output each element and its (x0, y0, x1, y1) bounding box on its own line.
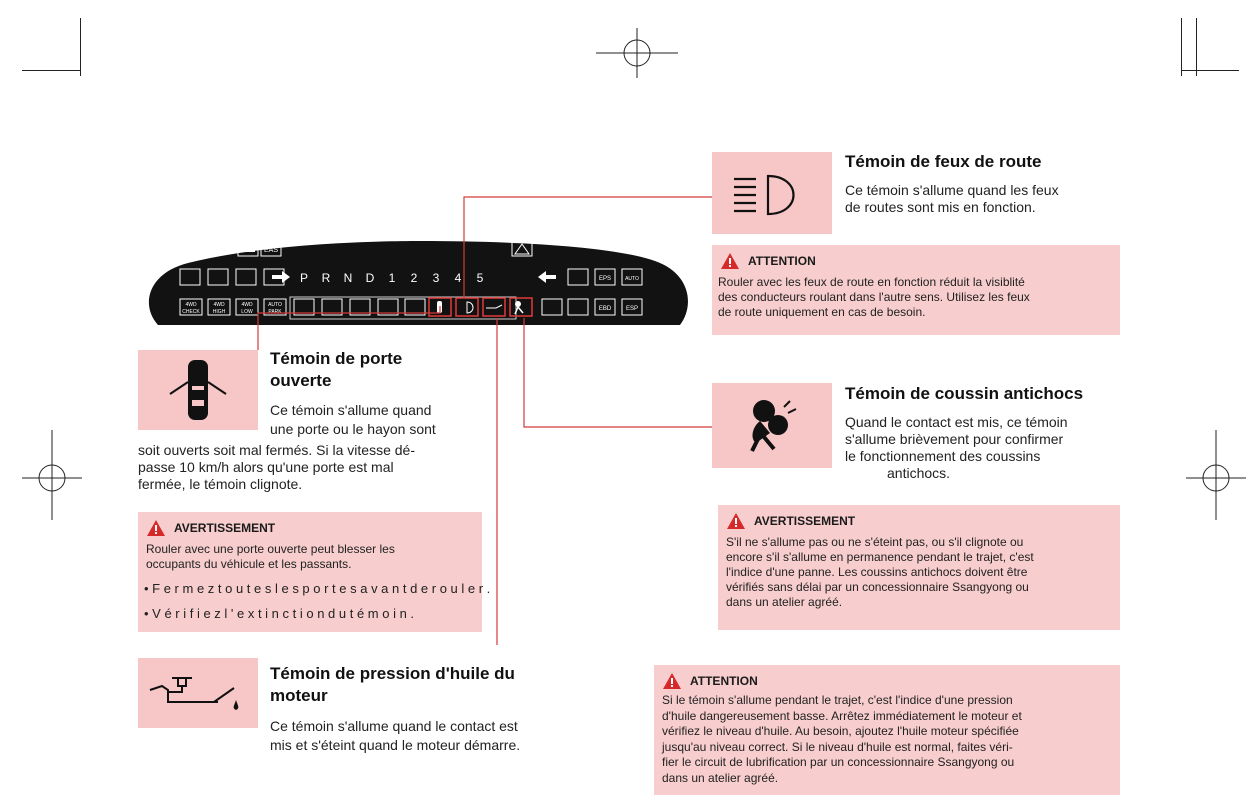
airbag-icon (712, 383, 832, 468)
warning-label: AVERTISSEMENT (754, 514, 856, 528)
attention-label: ATTENTION (690, 674, 758, 688)
door-ajar-icon (138, 350, 258, 430)
warning-text (146, 542, 395, 572)
text-line: Ce témoin s'allume quand (270, 402, 432, 418)
text-line: de route uniquement en cas de besoin. (718, 305, 926, 319)
crop-mark (1181, 18, 1182, 76)
panel-indicator-label: PARK (268, 309, 282, 315)
warning-heading (726, 512, 855, 530)
attention-label: ATTENTION (748, 254, 816, 268)
gear-letter: 5 (476, 271, 484, 285)
text-line: Si le témoin s'allume pendant le trajet, c'est l'indice d'une pression (662, 693, 1013, 707)
huile-title (270, 663, 515, 707)
text-line: Rouler avec les feux de route en fonction réduit la visiblité (718, 275, 1025, 289)
porte-title (270, 348, 402, 392)
gear-row (300, 271, 484, 285)
oil-pressure-icon (138, 658, 258, 728)
gear-letter: 1 (388, 271, 396, 285)
feux-route-body (845, 182, 1059, 216)
text-line: antichocs. (887, 465, 951, 481)
warning-triangle-icon (726, 512, 746, 530)
svg-text:AUTO: AUTO (625, 276, 639, 282)
panel-indicator-label: 4WD (185, 302, 197, 308)
gear-letter: 4 (454, 271, 462, 285)
text-line: fier le circuit de lubrification par un concessionnaire Ssangyong ou (662, 755, 1015, 769)
gear-letter: 2 (410, 271, 418, 285)
airbag-icon-box (712, 383, 832, 468)
instrument-panel (140, 235, 695, 335)
feux-route-attention (712, 245, 1120, 335)
attention-text (718, 275, 1030, 320)
warning-triangle-icon (720, 252, 740, 270)
panel-indicator-label: 4WD (213, 302, 225, 308)
text-line: S'il ne s'allume pas ou ne s'éteint pas, ou s'il clignote ou (726, 535, 1024, 549)
svg-text:EAS: EAS (263, 247, 279, 254)
svg-text:EPS: EPS (598, 276, 612, 282)
text-line: passe 10 km/h alors qu'une porte est mal (138, 459, 394, 475)
title-line: ouverte (270, 371, 332, 390)
panel-indicator-label: LOW (241, 309, 253, 315)
text-line: dans un atelier agréé. (662, 770, 779, 785)
high-beam-icon (712, 152, 832, 234)
crop-mark (1196, 18, 1197, 76)
panel-indicator-label: HIGH (212, 309, 226, 315)
porte-body-a (270, 402, 436, 438)
warning-triangle-icon (146, 519, 166, 537)
gear-letter: D (365, 271, 375, 285)
text-line: Quand le contact est mis, ce témoin (845, 414, 1068, 430)
feux-route-title: Témoin de feux de route (845, 152, 1042, 171)
gear-letter: N (343, 271, 353, 285)
svg-text:ESP: ESP (625, 306, 639, 312)
text-line: d'huile dangereusement basse. Arrêtez immédiatement le moteur et (662, 708, 1022, 723)
title-line: Témoin de pression d'huile du (270, 664, 515, 683)
warning-heading (146, 519, 275, 537)
text-line: jusqu'au niveau correct. Si le niveau d'huile est normal, faites véri- (662, 739, 1013, 754)
text-line: soit ouverts soit mal fermés. Si la vitesse dé- (138, 442, 415, 458)
attention-text (662, 693, 1022, 786)
huile-attention (654, 665, 1120, 795)
warning-label: AVERTISSEMENT (174, 521, 276, 535)
gear-letter: R (321, 271, 331, 285)
coussin-body (845, 414, 1068, 482)
registration-mark-right (1186, 430, 1246, 520)
oil-icon-box (138, 658, 258, 728)
registration-mark-left (22, 430, 82, 520)
text-line: Rouler avec une porte ouverte peut blesser les (146, 542, 395, 556)
text-line: une porte ou le hayon sont (270, 421, 436, 437)
text-line: Ce témoin s'allume quand le contact est (270, 718, 518, 734)
door-icon-box (138, 350, 258, 430)
coussin-warning (718, 505, 1120, 630)
warning-triangle-icon (662, 672, 682, 690)
title-line: moteur (270, 686, 328, 705)
text-line: dans un atelier agréé. (726, 595, 843, 609)
gear-letter: 3 (432, 271, 440, 285)
panel-indicator-label: CHECK (182, 309, 200, 315)
text-line: de routes sont mis en fonction. (845, 199, 1036, 215)
text-line: fermée, le témoin clignote. (138, 476, 303, 492)
text-line: s'allume brièvement pour confirmer (845, 431, 1064, 447)
crop-mark (80, 18, 81, 76)
text-line: le fonctionnement des coussins (845, 448, 1041, 464)
panel-indicator-label: 4WD (241, 302, 253, 308)
text-line: vérifiés sans délai par un concessionnaire Ssangyong ou (726, 580, 1029, 594)
registration-mark-top (596, 28, 678, 78)
text-line: encore s'il s'allume en permanence pendant le trajet, c'est (726, 550, 1034, 564)
text-line: des conducteurs roulant dans l'autre sens. Utilisez les feux (718, 290, 1030, 304)
text-line: vérifiez le niveau d'huile. Au besoin, ajoutez l'huile moteur spécifiée (662, 724, 1019, 738)
high-beam-icon-box (712, 152, 832, 234)
porte-body-b (138, 442, 415, 493)
svg-text:EBD: EBD (598, 306, 612, 312)
huile-body (270, 717, 520, 755)
panel-indicator-label: AUTO (268, 302, 282, 308)
crop-mark (22, 70, 80, 71)
text-line: Ce témoin s'allume quand les feux (845, 182, 1059, 198)
attention-heading (720, 252, 816, 270)
gear-letter: P (299, 271, 309, 285)
porte-bullet-1: • F e r m e z t o u t e s l e s p o r t e s a v a n t d e r o u l e r . (144, 581, 491, 596)
text-line: occupants du véhicule et les passants. (146, 557, 352, 571)
title-line: Témoin de porte (270, 349, 403, 368)
text-line: mis et s'éteint quand le moteur démarre. (270, 737, 521, 753)
coussin-title: Témoin de coussin antichocs (845, 384, 1084, 403)
text-line: l'indice d'une panne. Les coussins antichocs doivent être (726, 565, 1028, 579)
attention-heading (662, 672, 758, 690)
warning-text (726, 535, 1034, 610)
crop-mark (1181, 70, 1239, 71)
porte-bullet-2: • V é r i f i e z l ' e x t i n c t i o n d u t é m o i n . (144, 606, 415, 621)
